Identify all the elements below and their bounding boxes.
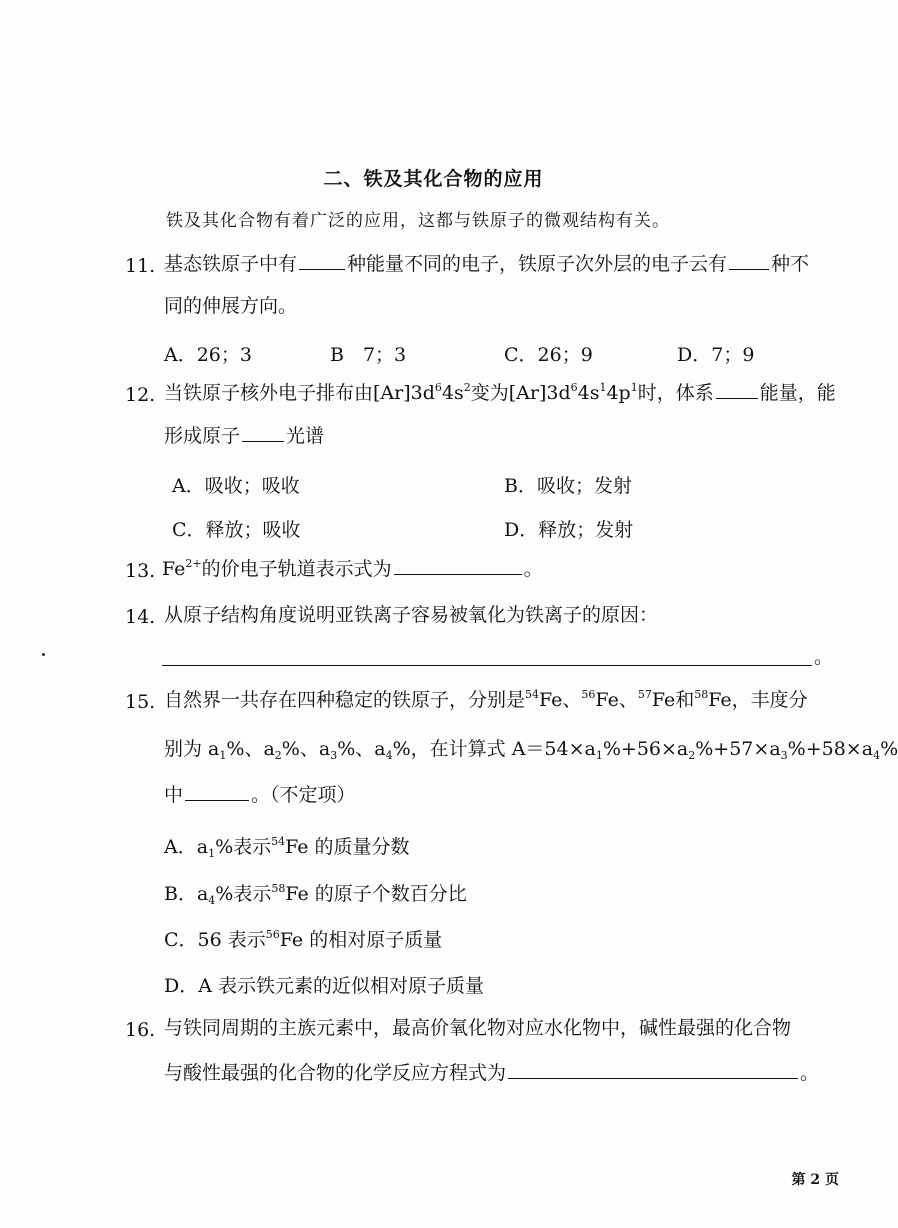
option-b[interactable]: B 7；3 [330, 344, 407, 366]
section-title: 二、铁及其化合物的应用 [323, 168, 544, 190]
answer-blank[interactable] [508, 1077, 798, 1079]
question-text: $Fe^{2+}$的价电子轨道表示式为 。 [162, 557, 543, 580]
section-intro: 铁及其化合物有着广泛的应用，这都与铁原子的微观结构有关。 [166, 211, 670, 231]
question-text: 自然界一共存在四种稳定的铁原子，分别是$^{54}$Fe、$^{56}$Fe、$^{57}$Fe和$^{58}$Fe，丰度分 [164, 688, 808, 711]
answer-line[interactable] [162, 664, 812, 666]
option-a[interactable]: A．吸收；吸收 [172, 475, 300, 497]
question-text-line3: 中 。（不定项） [164, 784, 356, 806]
question-text: 当铁原子核外电子排布由$[Ar]3d^64s^2$变为$[Ar]3d^64s^14p^1$时，体系 能量，能 [164, 381, 836, 404]
scan-speck [42, 653, 45, 656]
answer-blank[interactable] [299, 268, 345, 270]
page-number: 第 2 页 [791, 1172, 839, 1188]
question-text-line2: 别为 $a_1\%$、$a_2\%$、$a_3\%$、$a_4\%$，在计算式 $A=54\times a_1\%+56\times a_2\%+57\times a_3\%+58\times a_4\%$ [164, 738, 898, 762]
answer-blank[interactable] [242, 440, 284, 442]
question-text-line2: 形成原子 光谱 [164, 425, 325, 447]
question-text: 从原子结构角度说明亚铁离子容易被氧化为铁离子的原因： [164, 604, 659, 626]
answer-blank[interactable] [394, 573, 522, 575]
question-text-line2: 与酸性最强的化合物的化学反应方程式为 。 [164, 1062, 820, 1084]
question-text: 与铁同周期的主族元素中，最高价氧化物对应水化物中，碱性最强的化合物 [164, 1017, 792, 1039]
answer-blank[interactable] [185, 799, 249, 801]
option-c[interactable]: C．26；9 [504, 344, 593, 366]
option-d[interactable]: D．A 表示铁元素的近似相对原子质量 [164, 975, 484, 997]
option-b[interactable]: B．$a_4\%$表示$^{58}$Fe 的原子个数百分比 [164, 882, 467, 907]
question-number: 16. [125, 1019, 156, 1041]
answer-blank[interactable] [729, 268, 769, 270]
question-text: 基态铁原子中有 种能量不同的电子，铁原子次外层的电子云有 种不 [164, 253, 810, 275]
question-number: 13. [125, 560, 156, 582]
end-mark: 。 [814, 646, 834, 668]
option-a[interactable]: A．26；3 [164, 344, 252, 366]
option-a[interactable]: A．$a_1\%$表示$^{54}$Fe 的质量分数 [164, 835, 410, 860]
question-number: 15. [125, 691, 156, 713]
option-b[interactable]: B．吸收；发射 [504, 475, 632, 497]
option-d[interactable]: D．7；9 [677, 344, 755, 366]
option-d[interactable]: D．释放；发射 [504, 519, 634, 541]
option-c[interactable]: C．56 表示$^{56}$Fe 的相对原子质量 [164, 928, 443, 951]
question-text-line2: 同的伸展方向。 [164, 295, 298, 317]
question-number: 11. [125, 255, 156, 277]
question-number: 12. [125, 384, 156, 406]
option-c[interactable]: C．释放；吸收 [172, 519, 301, 541]
answer-blank[interactable] [716, 397, 758, 399]
question-number: 14. [125, 606, 156, 628]
